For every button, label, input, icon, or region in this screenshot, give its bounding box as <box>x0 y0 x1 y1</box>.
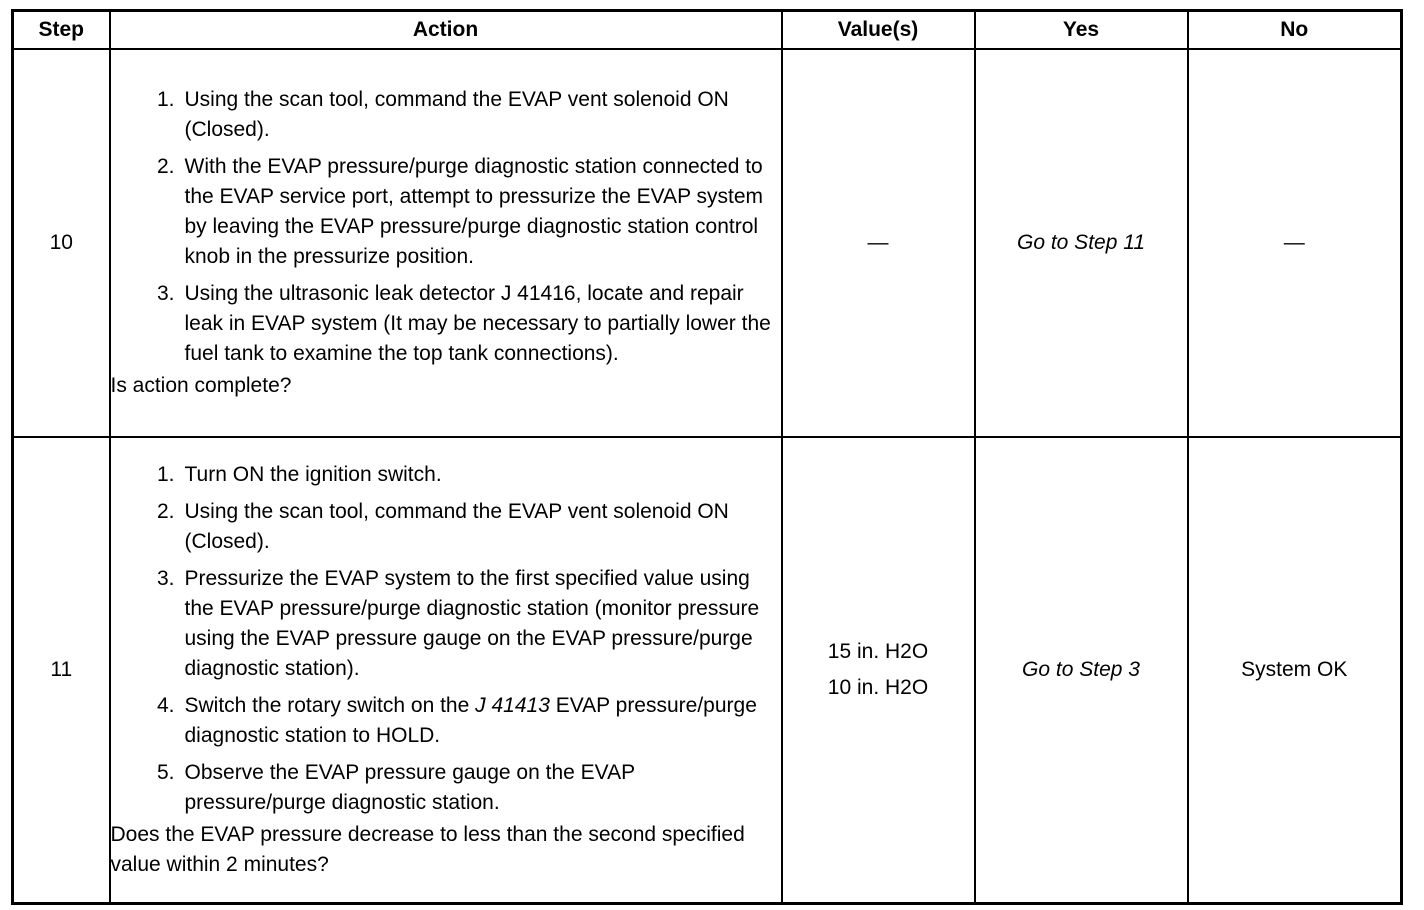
value-item: — <box>867 231 889 254</box>
action-step-number: 5. <box>156 760 175 784</box>
action-step-text: Pressurize the EVAP system to the first specified value using the EVAP pressure/purge diagnostic station (monitor pressure using the EVAP pressure gauge on the EVAP pressure/purge diagnostic station). <box>184 566 760 680</box>
action-step-text: Turn ON the ignition switch. <box>184 462 442 486</box>
action-step <box>111 691 781 751</box>
header-action: Action <box>110 11 782 50</box>
header-yes: Yes <box>975 11 1188 50</box>
action-step <box>111 279 781 369</box>
action-question: Does the EVAP pressure decrease to less than the second specified value within 2 minutes? <box>110 822 745 876</box>
action-step-number: 3. <box>156 282 175 305</box>
action-text-before-tool: Switch the rotary switch on the <box>184 693 476 717</box>
action-steps-list <box>111 460 781 818</box>
value-item: 15 in. H2O <box>827 639 929 663</box>
table-row-step-10 <box>13 49 1402 437</box>
action-step-number: 3. <box>156 566 175 590</box>
action-step-text: Using the ultrasonic leak detector J 41416, locate and repair leak in EVAP system (It may be necessary to partially lower the fuel tank to examine the top tank connections). <box>184 282 771 365</box>
step-number: 11 <box>13 437 110 903</box>
values-cell <box>782 437 975 903</box>
step-number: 10 <box>13 49 110 437</box>
action-step <box>111 152 781 272</box>
action-step <box>111 564 781 684</box>
action-step <box>111 85 781 145</box>
yes-link-go-to-step-3: Go to Step 3 <box>1022 657 1140 681</box>
action-step-number: 4. <box>156 693 175 717</box>
action-step-text: With the EVAP pressure/purge diagnostic station connected to the EVAP service port, attempt to pressurize the EVAP system by leaving the EVAP pressure/purge diagnostic station control knob in the pressurize position. <box>184 155 764 268</box>
no-cell <box>1188 437 1402 903</box>
action-step <box>111 460 781 490</box>
yes-cell <box>975 437 1188 903</box>
action-step-number: 2. <box>156 155 175 178</box>
no-result: System OK <box>1241 657 1348 681</box>
action-cell <box>110 49 782 437</box>
action-steps-list <box>111 85 781 369</box>
value-item: 10 in. H2O <box>827 675 929 699</box>
action-step-number: 1. <box>156 462 175 486</box>
action-step-text: Using the scan tool, command the EVAP vent solenoid ON (Closed). <box>184 88 729 141</box>
action-step-text: Using the scan tool, command the EVAP vent solenoid ON (Closed). <box>184 499 729 553</box>
header-no: No <box>1188 11 1402 50</box>
action-step-text: Observe the EVAP pressure gauge on the EVAP pressure/purge diagnostic station. <box>184 760 635 814</box>
action-step-number: 2. <box>156 499 175 523</box>
yes-cell <box>975 49 1188 437</box>
no-result: — <box>1283 231 1305 254</box>
no-cell <box>1188 49 1402 437</box>
tool-reference: J 41413 <box>475 693 550 717</box>
values-cell <box>782 49 975 437</box>
action-text-after-tool: EVAP pressure/purge diagnostic station to HOLD. <box>184 693 757 747</box>
table-row-step-11 <box>13 437 1402 903</box>
action-step <box>111 497 781 557</box>
action-step <box>111 758 781 818</box>
action-step-number: 1. <box>156 88 175 111</box>
diagnostic-table <box>11 9 1403 905</box>
action-question: Is action complete? <box>110 374 292 397</box>
action-cell <box>110 437 782 903</box>
header-row <box>13 11 1402 50</box>
yes-link-go-to-step-11: Go to Step 11 <box>1016 231 1146 254</box>
header-values: Value(s) <box>782 11 975 50</box>
header-step: Step <box>13 11 110 50</box>
action-step-text <box>185 691 781 751</box>
